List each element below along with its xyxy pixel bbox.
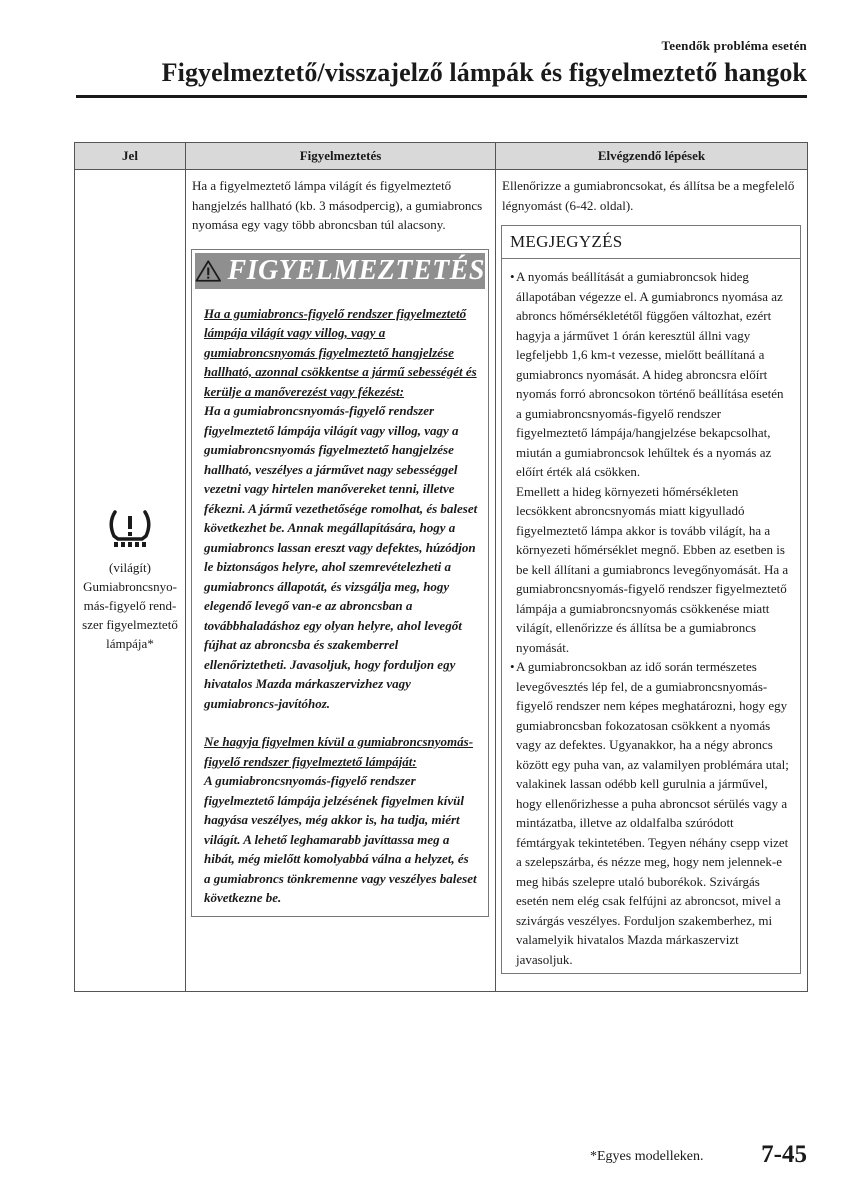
note-title: MEGJEGYZÉS bbox=[502, 226, 800, 259]
footnote: *Egyes modelleken. bbox=[590, 1149, 704, 1164]
section-label: Teendők probléma esetén bbox=[661, 38, 807, 53]
table-header-row bbox=[75, 143, 808, 170]
jel-caption bbox=[75, 558, 185, 653]
caption-line: Gumiabroncsnyo- bbox=[83, 579, 177, 594]
tpms-warning-icon bbox=[105, 508, 155, 550]
table-row bbox=[75, 170, 808, 992]
bullet-mark: • bbox=[510, 659, 515, 674]
header-jel: Jel bbox=[75, 143, 186, 170]
page-title: Figyelmeztető/visszajelző lámpák és figyelmeztető hangok bbox=[161, 58, 807, 87]
header-lepesek: Elvégzendő lépések bbox=[496, 143, 808, 170]
warning-title: FIGYELMEZTETÉS bbox=[227, 254, 485, 286]
page-number: 7-45 bbox=[761, 1141, 807, 1168]
warning-intro: Ha a figyelmeztető lámpa világít és figyelmeztető hangjelzés hallható (kb. 3 másodpercig), a gumiabroncs nyomása egy vagy több abroncsban túl alacsony. bbox=[192, 178, 483, 232]
caption-line: lámpája* bbox=[106, 636, 154, 651]
note-item-text: A nyomás beállítását a gumiabroncsok hideg állapotában végezze el. A gumiabroncs nyomása az abroncs hőmérsékletétől függően változhat, ezért hagyja a járművet 1 órán keresztül állni vagy legfeljebb 1,6 km-t vezesse, mielőtt beállítaná a gumiabroncs nyomását. A hideg abroncsra előírt nyomás forró abroncsokon történő beállítása esetén a gumiabroncsnyomás-figyelő rendszer figyelmeztető lámpája/hangjelzése bekapcsolhat, miután a gumiabroncsok lehűltek és a nyomás az előírt érték alá csökken. bbox=[516, 269, 784, 479]
note-item bbox=[508, 267, 792, 482]
caption-line: (világít) bbox=[109, 560, 151, 575]
lepesek-cell bbox=[496, 170, 808, 992]
warning-body-2: A gumiabroncsnyomás-figyelő rendszer figyelmeztető lámpája jelzésének figyelmen kívül hagyása veszélyes, még akkor is, ha tudja, miért világít. A lehető leghamarabb javíttassa meg a hibát, még mielőtt komolyabbá válna a helyzet, és a gumiabroncs tönkremenne vagy veszélyes baleset következne be. bbox=[204, 773, 477, 905]
warning-lights-table bbox=[74, 142, 808, 992]
bullet-mark: • bbox=[510, 269, 515, 284]
note-item-text: A gumiabroncsokban az idő során természetes levegővesztés lép fel, de a gumiabroncsnyomás-figyelő rendszer nem képes meghatározni, hogy egy gumiabroncsban fokozatosan csökkent a nyomás vagy az defektes. Ugyanakkor, ha a négy abroncs között egy puha van, az valamilyen problémára utal; valakinek lassan odébb kell gurulnia a járművel, hogy ellenőrizhesse a puha abroncsot sérülés vagy a mintázatba, illetve az oldalfalba szúródott fémtárgyak tekintetében. Tegyen néhány csepp vizet a szelepszárba, és nézze meg, hogy nem jelennek-e meg hibás szelepre utaló buborékok. Szivárgás esetén nem elég csak felfújni az abroncsot, mivel a szivárgás veszélyes. Forduljon szakemberhez, mi valamelyik hivatalos Mazda márkaszervizt javasoljuk. bbox=[516, 659, 789, 967]
caption-line: szer figyelmeztető bbox=[82, 617, 178, 632]
note-content bbox=[502, 259, 800, 973]
warning-box bbox=[191, 249, 489, 917]
header-figyelmeztetes: Figyelmeztetés bbox=[186, 143, 496, 170]
jel-cell bbox=[75, 170, 186, 992]
steps-intro: Ellenőrizze a gumiabroncsokat, és állítsa be a megfelelő légnyomást (6-42. oldal). bbox=[502, 178, 795, 213]
note-item-continuation: Emellett a hideg környezeti hőmérsékleten lecsökkent abroncsnyomás miatt kigyulladó figyelmeztető lámpa akkor is tovább világít, ha a környezeti hőmérséklet megnő. Ebben az esetben is be kell állítani a gumiabroncs levegőnyomását. Ha a gumiabroncsnyomás-figyelő rendszer figyelmeztető lámpája a gumiabroncsnyomás csökkenése miatt világít, ellenőrizze és állítsa be a gumiabroncs nyomását. bbox=[516, 483, 789, 655]
warning-triangle-icon bbox=[195, 255, 222, 287]
warning-heading-2: Ne hagyja figyelmen kívül a gumiabroncsnyomás-figyelő rendszer figyelmeztető lámpáját: bbox=[204, 734, 474, 769]
note-item bbox=[508, 657, 792, 969]
warning-body-1: Ha a gumiabroncsnyomás-figyelő rendszer figyelmeztető lámpája világít vagy villog, vagy a gumiabroncsnyomás figyelmeztető hangjelzése hallható, veszélyes a járművet nagy sebességgel vezetni vagy hirtelen manővereket tenni, illetve fékezni. A jármű vezethetősége romolhat, és baleset következhet be. Annak megállapítására, hogy a gumiabroncs lassan ereszt vagy defektes, húzódjon le biztonságos helyre, ahol szemrevételezheti a gumiabroncs állapotát, és vizsgálja meg, hogy elegendő levegő van-e az abroncsban a továbbhaladáshoz egy olyan helyre, ahol levegőt fújhat az abroncsba és szakemberrel ellenőriztetheti. Javasoljuk, hogy forduljon egy hivatalos Mazda márkaszervizhez vagy gumiabroncs-javítóhoz. bbox=[204, 403, 478, 711]
warning-header bbox=[195, 253, 485, 289]
title-rule bbox=[76, 95, 807, 98]
note-box bbox=[501, 225, 801, 974]
warning-heading-1: Ha a gumiabroncs-figyelő rendszer figyelmeztető lámpája világít vagy villog, vagy a gumiabroncsnyomás figyelmeztető hangjelzése hallható, azonnal csökkentse a jármű sebességét és kerülje a manőverezést vagy fékezést: bbox=[204, 305, 477, 399]
warning-content bbox=[192, 292, 488, 908]
figyelmeztetes-cell bbox=[186, 170, 496, 992]
caption-line: más-figyelő rend- bbox=[83, 598, 177, 613]
